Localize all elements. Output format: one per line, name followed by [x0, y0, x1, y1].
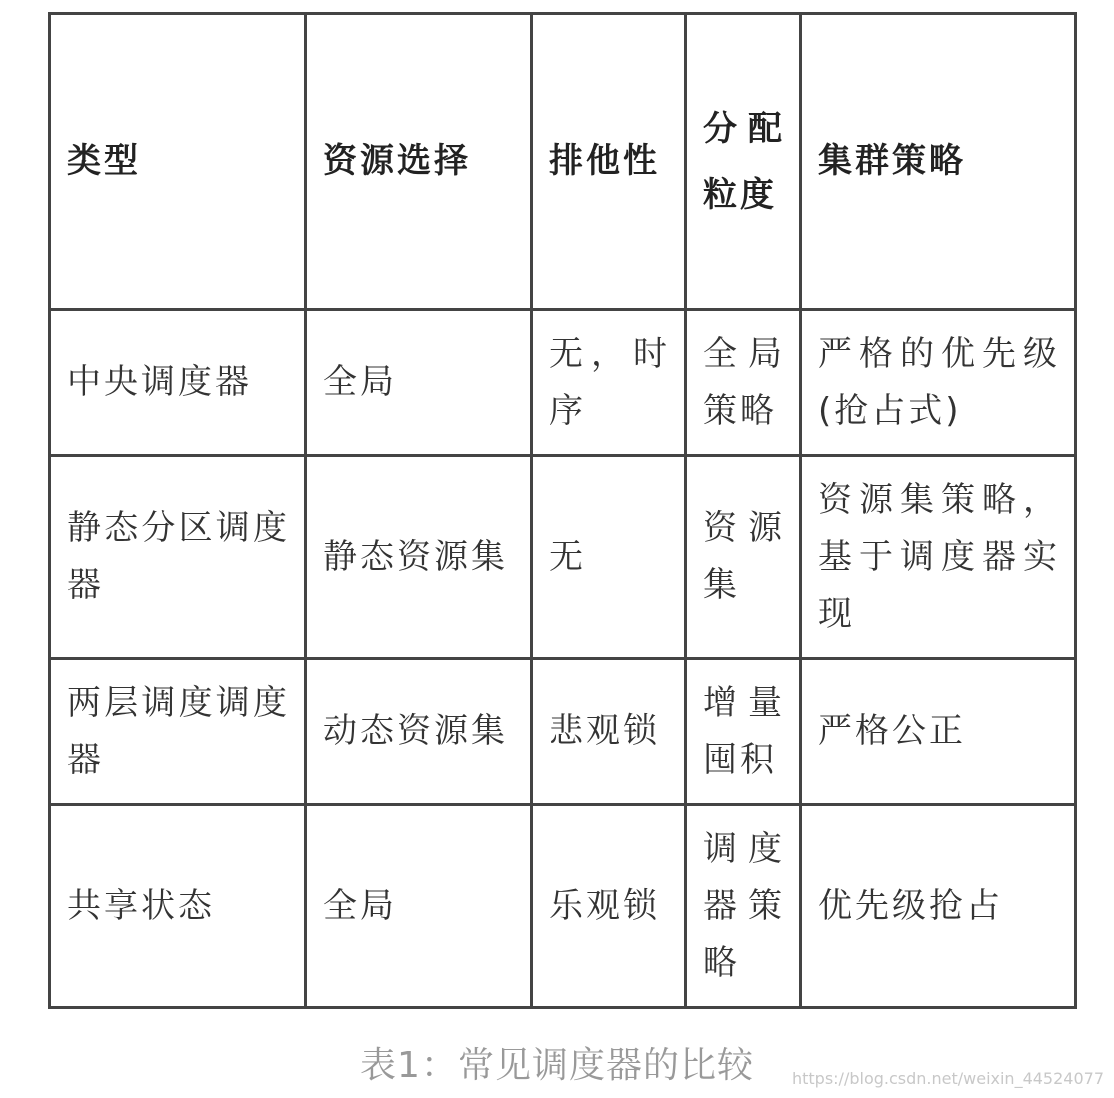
cell-exclusivity: 乐观锁: [532, 805, 686, 1008]
cell-allocation-granularity: 增量囤积: [686, 659, 801, 805]
cell-resource-selection: 全局: [306, 310, 532, 456]
source-watermark: https://blog.csdn.net/weixin_44524077: [791, 1069, 1104, 1088]
cell-type: 静态分区调度器: [50, 456, 306, 659]
header-type: 类型: [50, 14, 306, 310]
header-resource-selection: 资源选择: [306, 14, 532, 310]
header-allocation-granularity: 分配粒度: [686, 14, 801, 310]
cell-exclusivity: 悲观锁: [532, 659, 686, 805]
table-header-row: [50, 14, 1076, 310]
header-cluster-policy: 集群策略: [801, 14, 1076, 310]
cell-resource-selection: 动态资源集: [306, 659, 532, 805]
cell-allocation-granularity: 调度器策略: [686, 805, 801, 1008]
cell-cluster-policy: 优先级抢占: [801, 805, 1076, 1008]
header-exclusivity: 排他性: [532, 14, 686, 310]
cell-resource-selection: 全局: [306, 805, 532, 1008]
cell-type: 共享状态: [50, 805, 306, 1008]
table-row: [50, 659, 1076, 805]
cell-exclusivity: 无，时序: [532, 310, 686, 456]
cell-allocation-granularity: 全局策略: [686, 310, 801, 456]
cell-type: 中央调度器: [50, 310, 306, 456]
cell-cluster-policy: 严格公正: [801, 659, 1076, 805]
cell-cluster-policy: 严格的优先级(抢占式): [801, 310, 1076, 456]
cell-allocation-granularity: 资源集: [686, 456, 801, 659]
table-caption: 表1：常见调度器的比较: [360, 1045, 754, 1086]
scheduler-comparison-table: [48, 12, 1077, 1009]
cell-cluster-policy: 资源集策略，基于调度器实现: [801, 456, 1076, 659]
cell-exclusivity: 无: [532, 456, 686, 659]
cell-resource-selection: 静态资源集: [306, 456, 532, 659]
table-row: [50, 805, 1076, 1008]
table-row: [50, 456, 1076, 659]
cell-type: 两层调度调度器: [50, 659, 306, 805]
table-row: [50, 310, 1076, 456]
